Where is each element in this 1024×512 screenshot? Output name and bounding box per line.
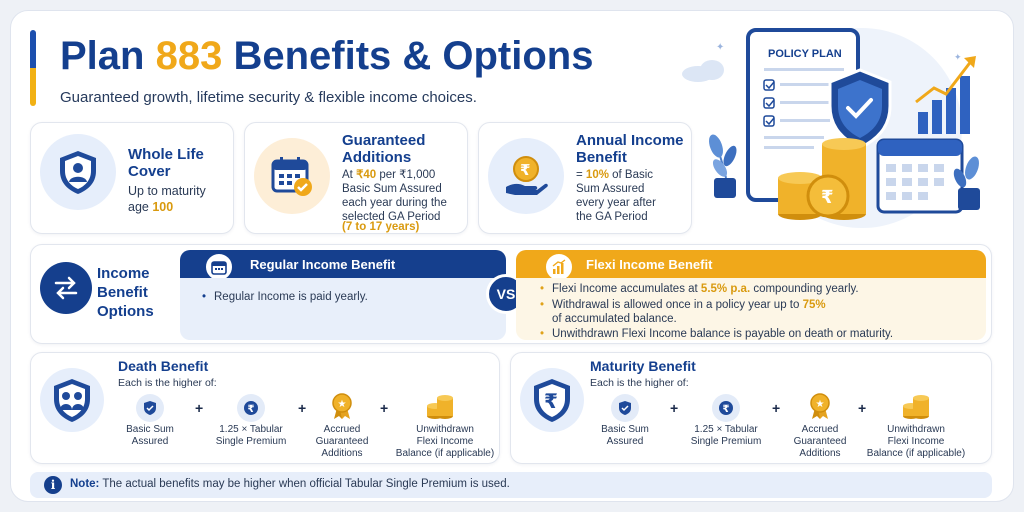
ga-line4: selected GA Period bbox=[342, 211, 441, 223]
maturity-premium-icon bbox=[712, 394, 740, 422]
death-premium-icon bbox=[237, 394, 265, 422]
death-benefit-icon-circle bbox=[40, 368, 104, 432]
whole-life-title: Whole Life Cover bbox=[128, 146, 204, 180]
flexi-income-header: Flexi Income Benefit bbox=[516, 250, 986, 278]
rupee-coin-icon bbox=[718, 400, 734, 416]
maturity-flexi-label: Unwithdrawn Flexi Income Balance (if applicable) bbox=[866, 424, 966, 459]
maturity-ga-label: Accrued Guaranteed Additions bbox=[793, 424, 847, 459]
annual-income-title: Annual Income Benefit bbox=[576, 132, 684, 166]
maturity-plus-2: + bbox=[772, 400, 781, 416]
rupee-coin-icon bbox=[243, 400, 259, 416]
maturity-benefit-subtitle: Each is the higher of: bbox=[590, 377, 689, 389]
shield-user-icon bbox=[58, 149, 98, 195]
maturity-basic-sum-label: Basic Sum Assured bbox=[601, 424, 649, 447]
calendar-icon bbox=[211, 259, 227, 275]
ga-icon-circle bbox=[254, 138, 330, 214]
swap-arrows-icon bbox=[52, 276, 80, 300]
calendar-check-icon bbox=[270, 154, 314, 198]
flexi-bullet-1: • Flexi Income accumulates at 5.5% p.a. compounding yearly. bbox=[540, 282, 859, 296]
annual-income-icon-circle bbox=[488, 138, 564, 214]
page-title: Plan 883 Benefits & Options bbox=[60, 34, 594, 78]
death-basic-sum-label: Basic Sum Assured bbox=[126, 424, 174, 447]
income-rate-value: 10% bbox=[585, 169, 609, 181]
ga-rate-value: ₹40 bbox=[356, 169, 377, 181]
flexi-withdraw-value: 75% bbox=[802, 299, 826, 311]
flexi-bullet-2: • Withdrawal is allowed once in a policy year up to 75% bbox=[540, 298, 826, 312]
whole-life-line2: age 100 bbox=[128, 200, 174, 214]
flexi-bullet-3: • Unwithdrawn Flexi Income balance is payable on death or maturity. bbox=[540, 327, 893, 341]
rupee-hand-icon bbox=[503, 153, 549, 199]
annual-income-line2: Sum Assured bbox=[576, 183, 645, 195]
regular-income-header: Regular Income Benefit bbox=[180, 250, 506, 278]
vs-badge: VS bbox=[486, 274, 526, 314]
svg-text:★: ★ bbox=[815, 399, 825, 410]
svg-text:✦: ✦ bbox=[954, 53, 962, 63]
death-flexi-label: Unwithdrawn Flexi Income Balance (if applicable) bbox=[395, 424, 495, 459]
annual-income-line1: = 10% of Basic bbox=[576, 169, 654, 181]
medal-icon bbox=[330, 392, 354, 420]
death-benefit-subtitle: Each is the higher of: bbox=[118, 377, 217, 389]
maturity-age-value: 100 bbox=[152, 200, 174, 214]
ga-line2: Basic Sum Assured bbox=[342, 183, 442, 195]
family-shield-icon bbox=[52, 377, 92, 423]
whole-life-icon-circle bbox=[40, 134, 116, 210]
title-accent-bar bbox=[30, 30, 36, 106]
death-benefit-title: Death Benefit bbox=[118, 358, 209, 374]
whole-life-line1: Up to maturity bbox=[128, 184, 206, 198]
coin-stack-icon bbox=[902, 392, 930, 420]
death-ga-icon bbox=[328, 392, 356, 420]
policy-plan-label: POLICY PLAN bbox=[768, 48, 842, 60]
death-basic-sum-icon bbox=[136, 394, 164, 422]
page-subtitle: Guaranteed growth, lifetime security & flexible income choices. bbox=[60, 89, 477, 106]
ga-period-value: (7 to 17 years) bbox=[342, 221, 420, 233]
death-plus-1: + bbox=[195, 400, 204, 416]
info-icon: i bbox=[44, 476, 62, 494]
flexi-rate-value: 5.5% p.a. bbox=[700, 283, 751, 295]
svg-text:★: ★ bbox=[337, 399, 347, 410]
maturity-plus-1: + bbox=[670, 400, 679, 416]
svg-text:₹: ₹ bbox=[544, 389, 558, 413]
death-flexi-icon bbox=[426, 392, 454, 420]
annual-income-line3: every year after bbox=[576, 197, 656, 209]
death-plus-2: + bbox=[298, 400, 307, 416]
maturity-benefit-title: Maturity Benefit bbox=[590, 358, 696, 374]
death-plus-3: + bbox=[380, 400, 389, 416]
note-text: Note: The actual benefits may be higher when official Tabular Single Premium is used. bbox=[70, 478, 510, 490]
death-premium-label: 1.25 × Tabular Single Premium bbox=[215, 424, 287, 447]
plan-number: 883 bbox=[155, 34, 223, 78]
maturity-ga-icon bbox=[806, 392, 834, 420]
shield-check-icon bbox=[618, 400, 632, 416]
maturity-flexi-icon bbox=[902, 392, 930, 420]
growth-chart-icon bbox=[551, 259, 567, 275]
svg-text:₹: ₹ bbox=[722, 404, 730, 415]
svg-text:₹: ₹ bbox=[520, 161, 531, 179]
income-options-icon-circle bbox=[40, 262, 92, 314]
shield-check-icon bbox=[143, 400, 157, 416]
svg-text:₹: ₹ bbox=[247, 404, 255, 415]
annual-income-line4: the GA Period bbox=[576, 211, 648, 223]
ga-line1: At ₹40 per ₹1,000 bbox=[342, 169, 436, 181]
hero-illustration bbox=[672, 18, 1002, 230]
regular-income-bullet: • Regular Income is paid yearly. bbox=[202, 290, 368, 304]
svg-text:₹: ₹ bbox=[821, 187, 834, 208]
regular-income-body bbox=[180, 278, 506, 340]
income-options-label: Income Benefit Options bbox=[97, 265, 154, 320]
maturity-benefit-icon-circle bbox=[520, 368, 584, 432]
rupee-shield-icon bbox=[532, 377, 572, 423]
maturity-basic-sum-icon bbox=[611, 394, 639, 422]
note-label: Note: bbox=[70, 478, 100, 490]
ga-line3: each year during the bbox=[342, 197, 447, 209]
maturity-premium-label: 1.25 × Tabular Single Premium bbox=[690, 424, 762, 447]
svg-text:✦: ✦ bbox=[716, 42, 725, 53]
medal-icon bbox=[808, 392, 832, 420]
death-ga-label: Accrued Guaranteed Additions bbox=[315, 424, 369, 459]
ga-title: Guaranteed Additions bbox=[342, 132, 426, 166]
maturity-plus-3: + bbox=[858, 400, 867, 416]
flexi-bullet-2-cont: of accumulated balance. bbox=[552, 313, 677, 325]
coin-stack-icon bbox=[426, 392, 454, 420]
